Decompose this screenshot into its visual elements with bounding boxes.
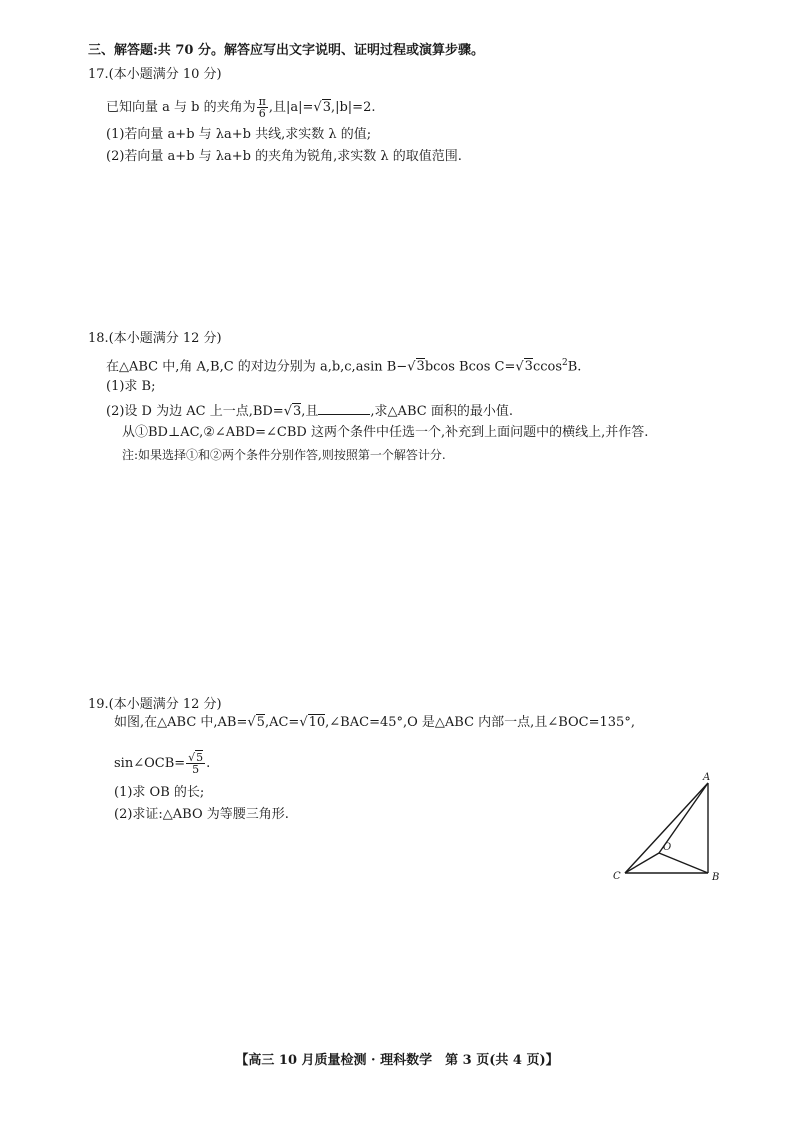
- label-c: C: [613, 871, 621, 882]
- q19-sqrt1: 5: [256, 715, 265, 730]
- q19-stem-a: 如图,在△ABC 中,AB=: [114, 715, 248, 730]
- label-b: B: [712, 872, 720, 883]
- q18-stem: 在△ABC 中,角 A,B,C 的对边分别为 a,b,c,asin B−√3bcos Bcos C=√3ccos$^2$B.: [106, 358, 582, 375]
- q18-stem-d: B.: [567, 359, 582, 375]
- q17-frac-den: 6: [258, 107, 266, 120]
- q17-stem-c: ,|b|=2.: [330, 100, 376, 115]
- q18-part2-c: ,求△ABC 面积的最小值.: [370, 404, 513, 419]
- segment-ac: [625, 783, 708, 873]
- page-footer: 【高三 10 月质量检测 · 理科数学 第 3 页(共 4 页)】: [235, 1053, 559, 1068]
- q19-stem-d: sin∠OCB=: [114, 756, 186, 771]
- q19-stem-b: ,AC=: [264, 715, 300, 730]
- q17-stem-b: ,且|a|=: [268, 100, 314, 115]
- label-a: A: [703, 772, 711, 783]
- q17-stem: 已知向量 a 与 b 的夹角为 $\frac{\pi}{6}$ ,且|a|=√3,|b|=2.: [106, 95, 376, 120]
- section-header: 三、解答题:共 70 分。解答应写出文字说明、证明过程或演算步骤。: [88, 43, 484, 58]
- q17-stem-a: 已知向量 a 与 b 的夹角为: [106, 100, 256, 115]
- q18-sqrt2: 3: [524, 359, 533, 375]
- q18-stem-a: 在△ABC 中,角 A,B,C 的对边分别为 a,b,c,asin B−: [106, 359, 408, 375]
- q19-part2: (2)求证:△ABO 为等腰三角形.: [114, 807, 289, 822]
- q18-sup: 2: [562, 358, 568, 368]
- q17-angle-fraction: [257, 96, 268, 119]
- q19-stem-line2: [114, 752, 210, 775]
- q19-title: 19.(本小题满分 12 分): [88, 697, 222, 712]
- q18-part2-b: ,且: [301, 404, 319, 419]
- q19-frac-num-sqrt: 5: [196, 751, 204, 764]
- q18-part1: (1)求 B;: [106, 379, 156, 394]
- q19-sin-fraction: [186, 752, 205, 775]
- q18-stem-b: bcos Bcos C=: [424, 359, 516, 375]
- q18-fill-blank: [318, 402, 370, 415]
- q19-part1: (1)求 OB 的长;: [114, 785, 205, 800]
- q18-note: 注:如果选择①和②两个条件分别作答,则按照第一个解答计分.: [122, 448, 446, 462]
- q17-part1: (1)若向量 a+b 与 λa+b 共线,求实数 λ 的值;: [106, 127, 372, 142]
- q17-title: 17.(本小题满分 10 分): [88, 67, 222, 82]
- q19-triangle-figure: [605, 768, 735, 888]
- q19-frac-num: √5: [188, 751, 204, 764]
- q18-part2-sqrt: 3: [293, 404, 302, 419]
- q18-sqrt1: 3: [416, 359, 425, 375]
- q18-part2-a: (2)设 D 为边 AC 上一点,BD=: [106, 404, 284, 419]
- q18-choose: 从①BD⊥AC,②∠ABD=∠CBD 这两个条件中任选一个,补充到上面问题中的横线上,并作答.: [122, 425, 649, 440]
- q18-part2: (2)设 D 为边 AC 上一点,BD=√3,且 ,求△ABC 面积的最小值.: [106, 404, 513, 419]
- segment-ob: [659, 853, 708, 873]
- q19-sqrt2: 10: [308, 715, 326, 730]
- label-o: O: [663, 842, 672, 853]
- q17-sqrt: 3: [322, 100, 331, 115]
- q17-frac-num: π: [258, 95, 266, 108]
- q19-stem-e: .: [206, 756, 211, 771]
- segment-co: [625, 853, 659, 873]
- q19-stem-c: ,∠BAC=45°,O 是△ABC 内部一点,且∠BOC=135°,: [325, 715, 635, 730]
- q19-frac-den: 5: [192, 763, 200, 776]
- q17-part2: (2)若向量 a+b 与 λa+b 的夹角为锐角,求实数 λ 的取值范围.: [106, 149, 462, 164]
- q19-stem: 如图,在△ABC 中,AB=√5,AC=√10,∠BAC=45°,O 是△ABC 内部一点,且∠BOC=135°,: [114, 715, 635, 730]
- q18-title: 18.(本小题满分 12 分): [88, 331, 222, 346]
- q18-stem-c: ccos: [532, 359, 562, 375]
